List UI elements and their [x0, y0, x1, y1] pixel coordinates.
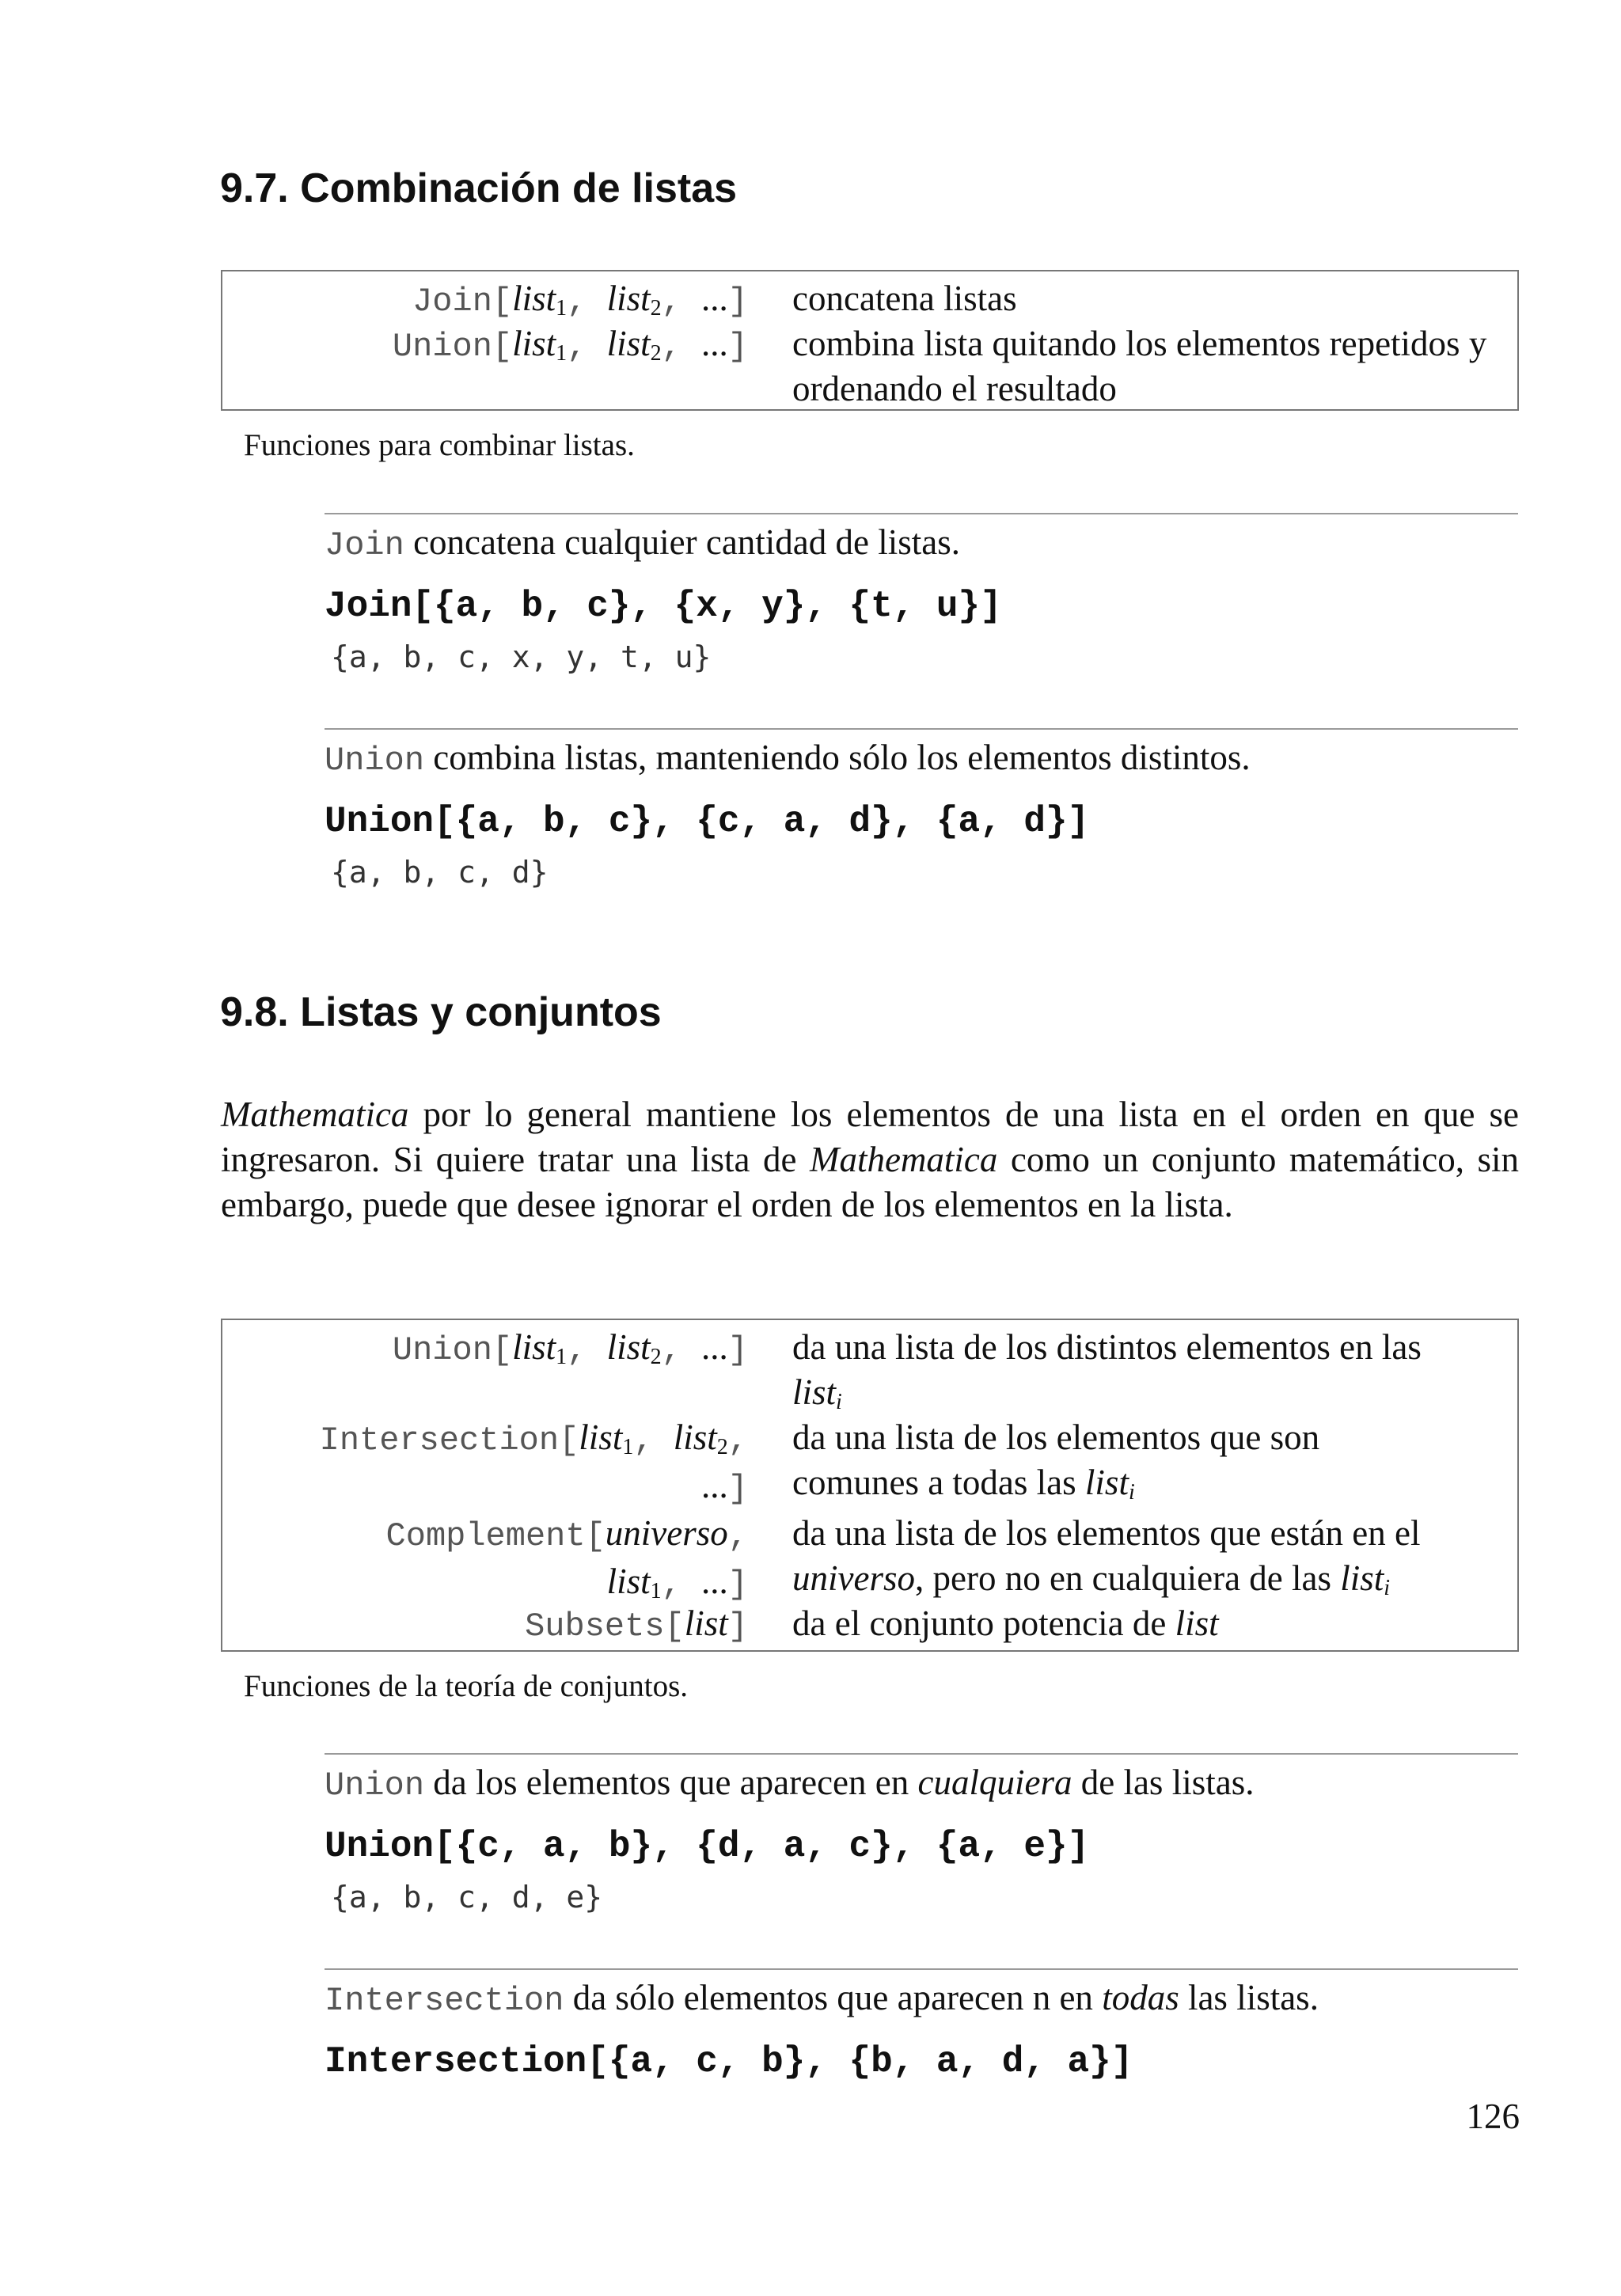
input-cell-join: Join[{a, b, c}, {x, y}, {t, u}]: [325, 586, 1002, 627]
description-join: concatena listas: [792, 279, 1017, 318]
syntax-subsets: Subsets[list]: [525, 1603, 748, 1645]
table-caption-combine: Funciones para combinar listas.: [244, 428, 635, 462]
output-cell-union: {a, b, c, d}: [331, 855, 549, 890]
input-cell-union: Union[{c, a, b}, {d, a, c}, {a, e}]: [325, 1826, 1090, 1867]
divider: [325, 728, 1518, 730]
description-subsets: da el conjunto potencia de list: [792, 1603, 1219, 1643]
syntax-union: Union[list$_1$, list$_2$, ...]: [392, 1327, 748, 1369]
section-heading-9-8: 9.8. Listas y conjuntos: [220, 989, 662, 1035]
function-table-sets: [221, 1319, 1519, 1652]
description-union: da una lista de los distintos elementos en las list$_i$: [792, 1327, 1422, 1414]
description-union: combina lista quitando los elementos repetidos y ordenando el resultado: [792, 324, 1487, 408]
description-intersection: da una lista de los elementos que son comunes a todas las list$_i$: [792, 1417, 1320, 1505]
example-description-join: Join concatena cualquier cantidad de listas.: [325, 522, 961, 564]
syntax-complement: Complement[universo, list$_1$, ...]: [385, 1513, 748, 1603]
divider: [325, 513, 1518, 514]
input-cell-union: Union[{a, b, c}, {c, a, d}, {a, d}]: [325, 801, 1090, 842]
example-description-union: Union da los elementos que aparecen en cualquiera de las listas.: [325, 1763, 1255, 1805]
input-cell-intersection: Intersection[{a, c, b}, {b, a, d, a}]: [325, 2041, 1133, 2082]
description-complement: da una lista de los elementos que están en el universo, pero no en cualquiera de las list$_i$: [792, 1513, 1421, 1600]
example-description-intersection: Intersection da sólo elementos que aparecen n en todas las listas.: [325, 1978, 1319, 2020]
example-description-union: Union combina listas, manteniendo sólo los elementos distintos.: [325, 738, 1251, 780]
divider: [325, 1753, 1518, 1755]
output-cell-join: {a, b, c, x, y, t, u}: [331, 639, 712, 674]
function-table-combine: [221, 270, 1519, 411]
syntax-union: Union[list$_1$, list$_2$, ...]: [392, 324, 748, 366]
section-heading-9-7: 9.7. Combinación de listas: [220, 165, 738, 211]
intro-paragraph: Mathematica por lo general mantiene los elementos de una lista en el orden en que se ingresaron. Si quiere tratar una lista de Mathematica como un conjunto matemático, sin embargo, puede que desee ignorar el orden de los elementos en la lista.: [221, 1095, 1519, 1224]
syntax-intersection: Intersection[list$_1$, list$_2$, ...]: [319, 1417, 748, 1508]
page-number: 126: [1466, 2097, 1520, 2136]
table-caption-sets: Funciones de la teoría de conjuntos.: [244, 1669, 689, 1703]
output-cell-union: {a, b, c, d, e}: [331, 1880, 603, 1915]
syntax-join: Join[list$_1$, list$_2$, ...]: [412, 279, 748, 321]
divider: [325, 1968, 1518, 1970]
